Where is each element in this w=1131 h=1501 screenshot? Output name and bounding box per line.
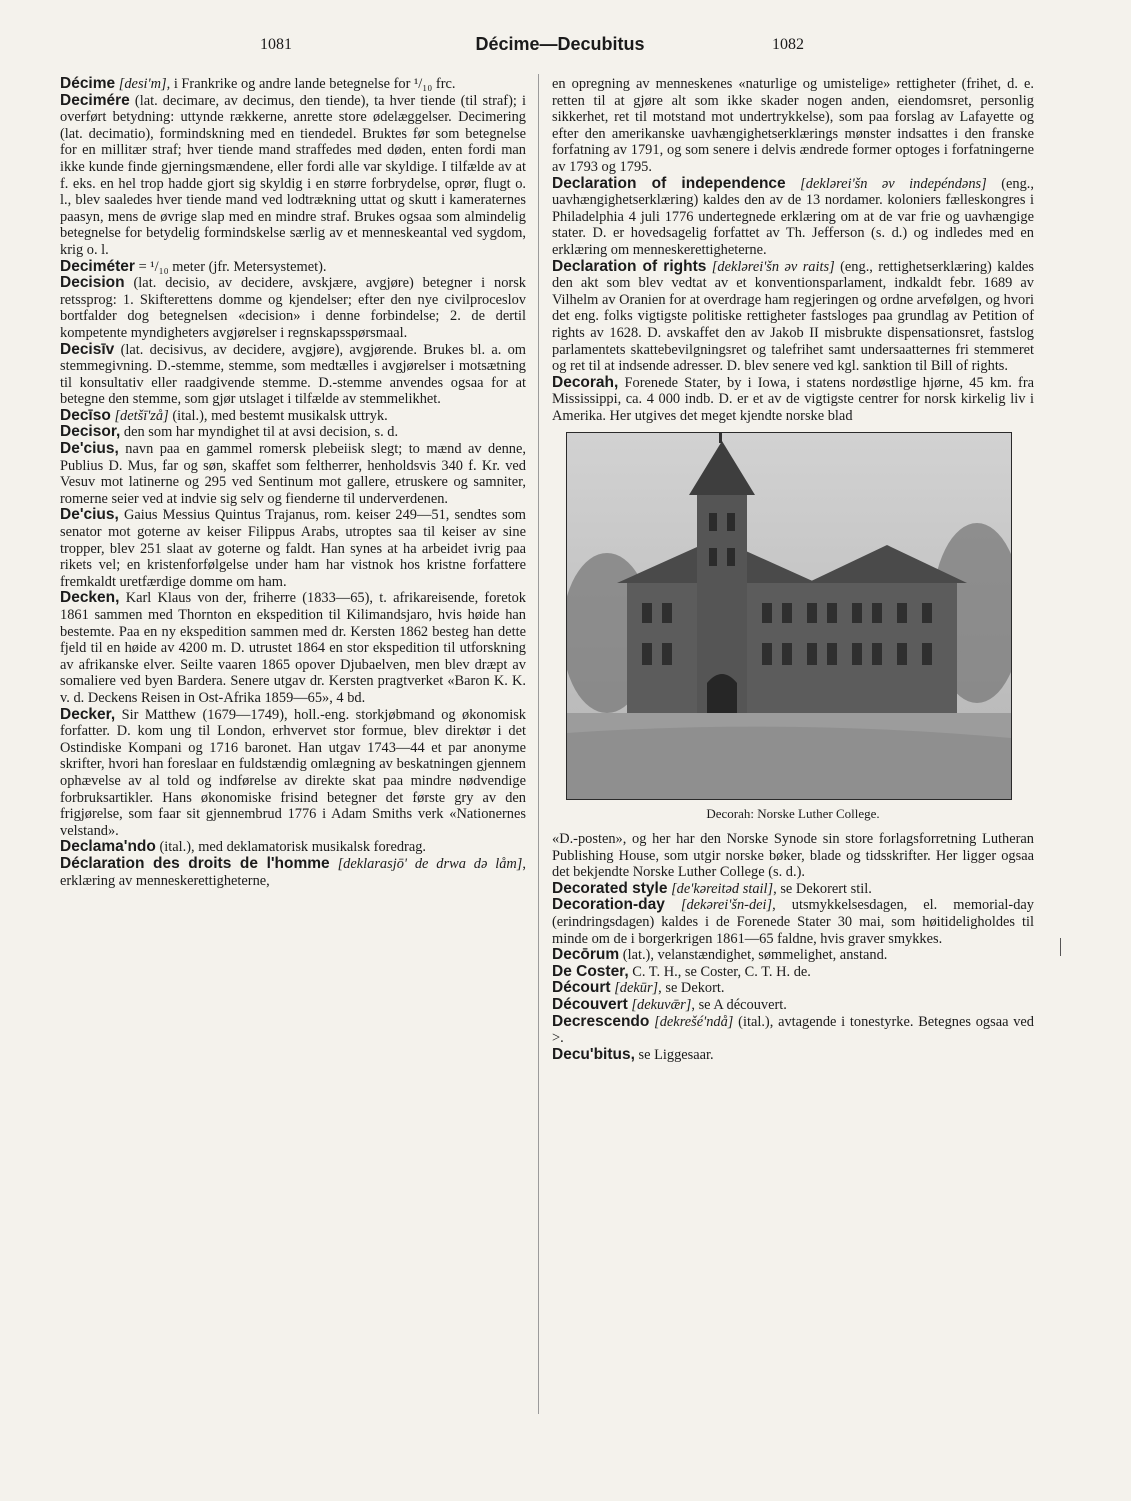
entry-text: , se A découvert. (691, 997, 787, 1013)
entry-text: Sir Matthew (1679—1749), holl.-eng. storkjøbmand og økonomisk forfatter. D. kom ung til London, erhvervet stor formue, blev direktør i det Ostindiske Kompani og 1716 baronet. Han utgav 1743—44 et par anonyme skrifter, hvori han foreslaar en fuldstændig omlægning av beskatningen gjennem ophævelse av al told og indførelse av direkte skat paa mindre nødvendige forbruksartikler. Hans økonomiske frisind betegner det første gry av den frigjørelse, som faar sit gjennembrud 1776 i Adam Smiths verk «Nationernes velstand». (60, 706, 526, 839)
entry-text: (ital.), avtagende i tonestyrke. Betegnes ogsaa ved >. (552, 1013, 1034, 1047)
entry-text: (lat. decisivus, av decidere, avgjøre), avgjørende. Brukes bl. a. om stemmegivning. D.-stemme, stemme, som medtælles i avgjørelser i motsætning til konsultativ eller raadgivende stemme. D.-stemme anvendes ogsaa for at betegne den stemme, som gjør utslaget i tilfælde av stemmelikhet. (60, 341, 526, 408)
dictionary-entry (552, 947, 1034, 964)
entry-text: en opregning av menneskenes «naturlige og umistelige» rettigheter (frihet, d. e. retten til at gjøre alt som ikke skader nogen anden, eiendomsret, personlig sikkerhet, ret til motstand mot undertrykkelse), som paa forslag av Lafayette og efter den amerikanske uavhængighetserklærings mønster indsattes i den franske forfatning av 1791, og som senere i delvis ændrede former optoges i forfatningerne av 1793 og 1795. (552, 76, 1034, 175)
dictionary-entry (60, 707, 526, 840)
dictionary-entry (552, 997, 1034, 1014)
margin-mark (1060, 938, 1061, 956)
entry-pronunciation: [dekūr] (614, 980, 659, 997)
dictionary-entry (552, 881, 1034, 898)
page-header (60, 36, 1060, 60)
figure-caption: Decorah: Norske Luther College. (706, 806, 880, 822)
entry-pronunciation: [desi'm] (118, 76, 167, 92)
column-divider (538, 74, 539, 1414)
entry-pronunciation: [dekrešé'ndå] (654, 1013, 734, 1030)
entry-headword: De'cius, (60, 440, 119, 458)
entry-headword: Decken, (60, 589, 120, 607)
entry-headword: Decisor, (60, 423, 121, 441)
dictionary-entry (60, 93, 526, 259)
entry-headword: Decker, (60, 705, 116, 723)
entry-pronunciation: [de'kəreitəd stail] (671, 880, 774, 897)
entry-headword: Decisīv (60, 340, 115, 358)
entry-text: Karl Klaus von der, friherre (1833—65), t. afrikareisende, foretok 1861 sammen med Thornton en ekspedition til Kilimandsjaro, hvis høide han bestemte. Paa en ny ekspedition sammen med dr. Kersten 1862 besteg han dette fjeld til en høide av 4200 m. D. utrustet 1864 en stor ekspedition til utforskning av afrikanske elver. Seilte vaaren 1865 opover Djubaelven, men blev dræpt av somaliere ved byen Bardera. Senere utgav dr. Kersten pragtverket «Baron K. K. v. d. Deckens Reisen in Ost-Afrika 1859—65», 4 bd. (60, 590, 526, 706)
left-column (60, 76, 526, 889)
entry-headword: Declaration of rights (552, 257, 707, 275)
page-number-right: 1082 (772, 36, 804, 53)
entry-text: (lat.), velanstændighet, sømmelighet, anstand. (619, 947, 888, 964)
dictionary-entry (60, 441, 526, 507)
entry-headword: Décime (60, 75, 116, 92)
entry-pronunciation: [dekərei'šn-dei] (680, 897, 773, 914)
college-building-image (567, 433, 1011, 799)
dictionary-entry (552, 1047, 1034, 1064)
entry-headword: Découvert (552, 996, 628, 1013)
entry-pronunciation: [deklərei'šn əv indepéndəns] (800, 175, 987, 192)
running-title: Décime—Decubitus (475, 34, 645, 54)
entry-headword: Decimére (60, 91, 130, 109)
entry-headword: Decrescendo (552, 1012, 650, 1030)
entry-pronunciation: [deklərei'šn əv raits] (711, 258, 835, 275)
dictionary-entry (552, 76, 1034, 176)
entry-headword: Declama'ndo (60, 838, 156, 856)
dictionary-entry (552, 259, 1034, 375)
entry-text: , se Dekort. (658, 980, 725, 997)
dictionary-entry (552, 897, 1034, 947)
entry-headword: De'cius, (60, 506, 119, 524)
entry-pronunciation: [detšī'zå] (114, 407, 169, 424)
entry-text: «D.-posten», og her har den Norske Synode sin store forlagsforretning Lutheran Publishing House, som utgir norske bøker, blade og tidsskrifter. Her ligger ogsaa det bekjendte Norske Luther College (s. d.). (552, 831, 1034, 881)
entry-pronunciation: [dekuvǣr] (631, 997, 692, 1013)
dictionary-entry (552, 176, 1034, 259)
dictionary-entry (552, 375, 1034, 425)
dictionary-entry (60, 856, 526, 889)
dictionary-entry (552, 980, 1034, 997)
entry-headword: Decision (60, 274, 125, 292)
entry-text: , utsmykkelsesdagen, el. memorial-day (erindringsdagen) kaldes i de Forenede Stater 30 mai, som høitideligholdes til minde om de i borgerkrigen 1861—65 faldne, hvis graver smykkes. (552, 897, 1034, 947)
dictionary-entry (60, 259, 526, 276)
right-column (552, 76, 1034, 1063)
entry-text: (lat. decisio, av decidere, avskjære, avgjøre) betegner i norsk retssprog: 1. Skifterettens domme og kjendelser; efter den nye civilproceslov bortfalder dog betegnelsen «decision» i denne forbindelse; 2. de dertil kompetente myndigheters avgjørelser i regnskapsspørsmaal. (60, 275, 526, 341)
entry-headword: De Coster, (552, 962, 629, 980)
entry-headword: Declaration of independence (552, 174, 786, 192)
entry-text: se Liggesaar. (634, 1046, 714, 1063)
dictionary-entry (60, 275, 526, 341)
entry-text: Gaius Messius Quintus Trajanus, rom. keiser 249—51, sendtes som senator mot goterne av keiser Filippus Arabs, utroptes saa til keiser av sine tropper, blev 251 slaat av goterne og faldt. Han synes at ha arbeidet ivrig paa rikets vel; en kristenforfølgelse under ham har vistnok hos kristne forfattere fremkaldt uretfærdige domme om ham. (60, 507, 526, 590)
entry-text: (ital.), med deklamatorisk musikalsk foredrag. (155, 839, 427, 856)
dictionary-entry (552, 831, 1034, 881)
entry-text: navn paa en gammel romersk plebeiisk slegt; to mænd av denne, Publius D. Mus, far og søn, skaffet som feltherrer, henholdsvis 340 f. Kr. ved Vesuv mot latinerne og 295 ved Sentinum mot gallere, etruskere og samniter, romerne seier ved at indvie sig selv og fienderne til underverdenen. (60, 441, 526, 507)
entry-headword: Decorah, (552, 373, 619, 391)
dictionary-entry (60, 424, 526, 441)
entry-text: Forenede Stater, by i Iowa, i statens nordøstlige hjørne, 45 km. fra Mississippi, ca. 4 000 indb. D. er et av de vigtigste centrer for norsk kirkelig liv i Amerika. Her utgives det meget kjendte norske blad (552, 374, 1034, 424)
dictionary-entry (60, 507, 526, 590)
entry-text: , se Dekorert stil. (773, 880, 872, 897)
entry-headword: Déclaration des droits de l'homme (60, 854, 330, 872)
entry-pronunciation: [deklarasjō' de drwa də låm] (337, 855, 523, 872)
entry-headword: Décourt (552, 979, 611, 997)
entry-text: (eng., uavhængighetserklæring) kaldes den av de 13 nordamer. koloniers fællеskongres i Philadelphia 4 juli 1776 undertegnede erklæring om at de var frie og uavhængige stater. D. er hovedsagelig forfattet av Th. Jefferson (s. d.) og indledes med en erklæring om menneskerettigheterne. (552, 175, 1034, 258)
entry-headword: Decu'bitus, (552, 1045, 635, 1063)
entry-headword: Deciméter (60, 257, 135, 275)
dictionary-entry (552, 1014, 1034, 1047)
dictionary-entry (60, 839, 526, 856)
entry-text: , i Frankrike og andre lande betegnelse for ¹/₁₀ frc. (166, 76, 456, 92)
dictionary-entry (60, 590, 526, 706)
entry-text: (eng., rettighetserklæring) kaldes den akt som blev vedtat av et konventionsparlament, indkaldt febr. 1689 av Vilhelm av Oranien for at overdrage ham regjeringen og ordne arvefølgen, og hvori det eng. folks vigtigste politiske rettigheter fastsloges paa grundlag av Petition of rights av 1628. D. avskaffet den av Jakob II misbrukte dispensationsret, fastslog parlamentets skattebevilgningsret og talefrihet samt undersaatternes fri stemmeret og ret til at indsende adresser. D. blev senere ved kgl. sanktion til Bill of rights. (552, 258, 1034, 375)
page-number-left: 1081 (260, 36, 292, 53)
dictionary-entry (552, 964, 1034, 981)
dictionary-entry (60, 76, 526, 93)
entry-text: C. T. H., se Coster, C. T. H. de. (628, 963, 811, 980)
entry-headword: Decīso (60, 406, 111, 424)
entry-text: = ¹/₁₀ meter (jfr. Metersystemet). (134, 258, 327, 275)
entry-text: den som har myndighet til at avsi decision, s. d. (120, 424, 399, 441)
entry-headword: Decōrum (552, 946, 620, 964)
entry-text: , erklæring av menneskerettigheterne, (60, 855, 527, 889)
entry-headword: Decorated style (552, 879, 668, 897)
entry-text: (lat. decimare, av decimus, den tiende), ta hver tiende (til straf); i overført betydning: uttynde rækkerne, anrette store ødelæggelser. Decimering (lat. decimatio), formindskning med en tiendedel. Bruktes før som betegnelse for en millitær straf; hver tiende mand straffedes med døden, enten fordi man ikke kunde finde gjerningsmændene, eller fordi alle var skyldige. I tilfælde av at f. eks. en hel trop hadde gjort sig skyldig i en større forbrydelse, oprør, flugt o. l., blev saaledes hver tiende mand ved lodtrækning uttat og skutt i kameraternes paasyn, mens de øvrige slap med en mindre straf. Brukes ogsaa som almindelig betegnelse for betydelig formindskelse særlig av et menneskeantal ved sygdom, krig o. l. (60, 92, 526, 258)
dictionary-entry (60, 342, 526, 408)
entry-text: (ital.), med bestemt musikalsk uttryk. (168, 407, 388, 424)
college-photo (566, 432, 1012, 800)
entry-headword: Decoration-day (552, 896, 665, 914)
dictionary-entry (60, 408, 526, 425)
